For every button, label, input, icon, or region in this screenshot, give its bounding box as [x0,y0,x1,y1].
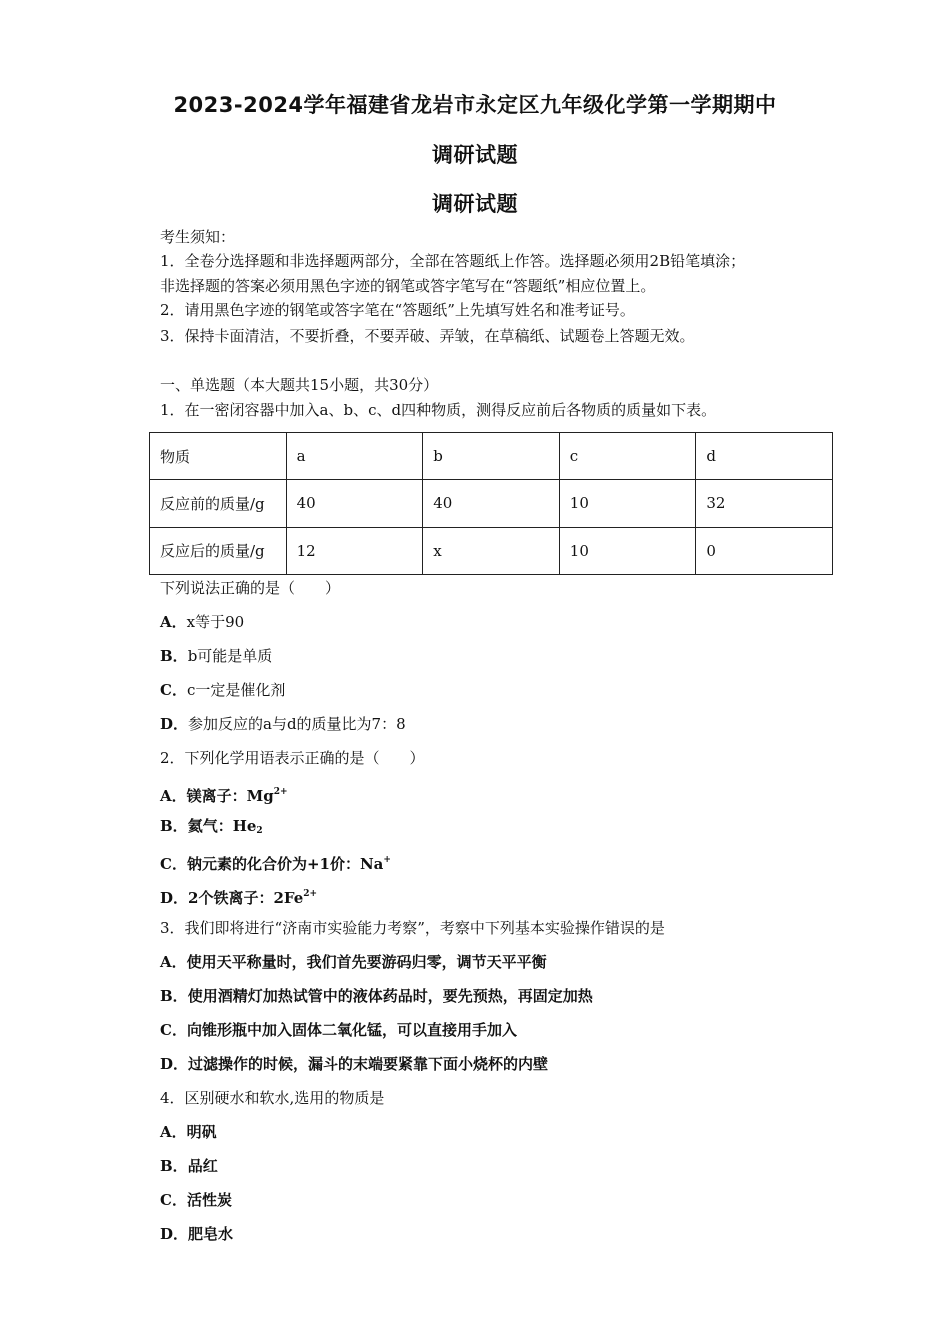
superscript: 2+ [273,787,288,797]
table-cell: x [423,527,560,574]
option-c [160,1190,232,1210]
option-text: c一定是催化剂 [186,681,286,699]
option-label: C． [160,681,187,699]
option-label: B． [160,1157,188,1175]
mass-table [149,432,833,575]
question-1-stem: 1．在一密闭容器中加入a、b、c、d四种物质，测得反应前后各物质的质量如下表。 [160,401,717,419]
option-d [160,1054,548,1074]
table-row [150,480,833,527]
exam-title-line1: 2023-2024学年福建省龙岩市永定区九年级化学第一学期期中 [173,93,777,117]
option-a [160,952,547,972]
option-b [160,986,593,1006]
notice-item: 3．保持卡面清洁，不要折叠，不要弄破、弄皱，在草稿纸、试题卷上答题无效。 [160,327,695,345]
option-label: B． [160,647,188,665]
superscript: + [383,855,391,865]
option-b [160,816,263,841]
table-cell: 12 [286,527,423,574]
superscript: 2+ [303,889,318,899]
option-label: A． [160,1123,187,1141]
option-text: 活性炭 [186,1191,232,1209]
option-a [160,1122,217,1142]
table-cell: a [286,433,423,480]
option-text: 品红 [187,1157,218,1175]
table-cell: 32 [696,480,833,527]
option-text: 使用天平称量时，我们首先要游码归零，调节天平平衡 [186,953,547,971]
table-cell: 反应后的质量/g [150,527,287,574]
section-heading: 一、单选题（本大题共15小题，共30分） [160,376,439,394]
option-label: D． [160,1055,189,1073]
option-label: B． [160,817,188,835]
option-c [160,1020,517,1040]
option-label: C． [160,1191,187,1209]
option-text: 参加反应的a与d的质量比为7：8 [188,715,406,733]
notice-item: 2．请用黑色字迹的钢笔或答字笔在“答题纸”上先填写姓名和准考证号。 [160,301,635,319]
option-d [160,884,317,908]
table-cell: 40 [423,480,560,527]
table-cell: 40 [286,480,423,527]
option-text: 使用酒精灯加热试管中的液体药品时，要先预热，再固定加热 [187,987,593,1005]
option-a [160,782,288,806]
table-cell: d [696,433,833,480]
option-label: D． [160,1225,189,1243]
option-text: x等于90 [186,613,245,631]
question-2-stem: 2．下列化学用语表示正确的是（ ） [160,749,425,767]
option-text: 镁离子：Mg [186,787,274,805]
question-1-prompt: 下列说法正确的是（ ） [160,579,341,597]
option-b [160,646,272,666]
table-cell: 0 [696,527,833,574]
subscript: 2 [256,826,263,836]
table-row [150,527,833,574]
question-3-stem: 3．我们即将进行“济南市实验能力考察”，考察中下列基本实验操作错误的是 [160,919,665,937]
option-text: 氦气：He [187,817,257,835]
option-d [160,714,406,734]
option-label: A． [160,613,187,631]
option-label: C． [160,1021,187,1039]
option-c [160,850,391,874]
table-cell: b [423,433,560,480]
table-cell: 物质 [150,433,287,480]
question-4-stem: 4．区别硬水和软水,选用的物质是 [160,1089,385,1107]
exam-title-line2: 调研试题 [432,143,518,167]
option-text: 2个铁离子：2Fe [188,889,304,907]
option-label: B． [160,987,188,1005]
table-cell: 10 [559,480,696,527]
option-a [160,612,244,632]
option-text: 钠元素的化合价为+1价：Na [186,855,384,873]
notice-item: 1．全卷分选择题和非选择题两部分，全部在答题纸上作答。选择题必须用2B铅笔填涂； [160,252,746,270]
option-label: A． [160,787,187,805]
option-b [160,1156,218,1176]
table-cell: c [559,433,696,480]
option-label: C． [160,855,187,873]
table-cell: 反应前的质量/g [150,480,287,527]
notice-item: 非选择题的答案必须用黑色字迹的钢笔或答字笔写在“答题纸”相应位置上。 [160,277,656,295]
option-text: 向锥形瓶中加入固体二氧化锰，可以直接用手加入 [186,1021,517,1039]
table-cell: 10 [559,527,696,574]
option-text: 明矾 [186,1123,217,1141]
option-d [160,1224,233,1244]
option-text: 肥皂水 [188,1225,234,1243]
option-label: A． [160,953,187,971]
option-text: 过滤操作的时候，漏斗的末端要紧靠下面小烧杯的内壁 [188,1055,549,1073]
table-header-row [150,433,833,480]
option-c [160,680,285,700]
notice-heading: 考生须知： [160,228,236,246]
option-label: D． [160,715,189,733]
exam-title-line3: 调研试题 [432,192,518,216]
option-text: b可能是单质 [187,647,273,665]
option-label: D． [160,889,189,907]
